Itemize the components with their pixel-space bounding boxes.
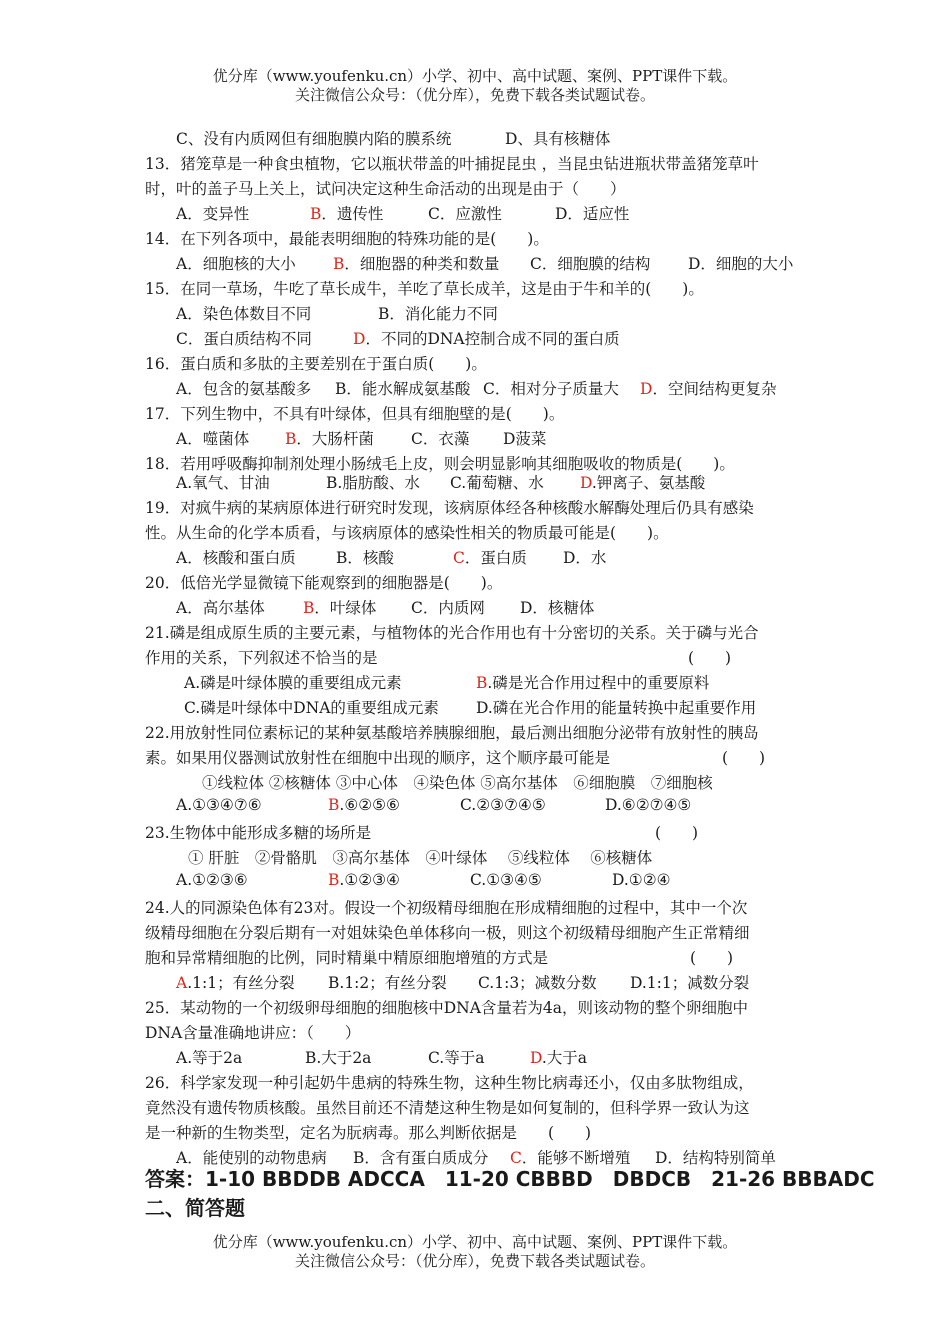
q19-option-c: C．蛋白质 (453, 549, 527, 567)
q16-option-b: B．能水解成氨基酸 (335, 380, 471, 398)
site-header-line-2: 关注微信公众号：（优分库），免费下载各类试题试卷。 (294, 86, 655, 104)
q14-option-c: C．细胞膜的结构 (530, 255, 651, 273)
q13-option-c: C．应激性 (428, 205, 502, 223)
q15-option-d: D．不同的DNA控制合成不同的蛋白质 (353, 330, 620, 348)
q23-option-b: B.①②③④ (328, 871, 400, 889)
q25-option-d: D.大于a (530, 1049, 588, 1067)
q20-option-c: C．内质网 (411, 599, 485, 617)
q20-option-b: B．叶绿体 (303, 599, 377, 617)
q20-option-a: A．高尔基体 (176, 599, 265, 617)
q17-option-a: A．噬菌体 (176, 430, 250, 448)
q19-stem-2: 性。从生命的化学本质看，与该病原体的感染性相关的物质最可能是( )。 (145, 524, 669, 542)
q26-answer-mark: C (510, 1149, 522, 1167)
q13-stem-1: 13．猪笼草是一种食虫植物，它以瓶状带盖的叶捕捉昆虫 ，当昆虫钻进瓶状带盖猪笼草叶 (145, 155, 759, 173)
q22-option-b: B.⑥②⑤⑥ (328, 796, 400, 814)
q13-stem-2: 时，叶的盖子马上关上，试问决定这种生命活动的出现是由于（ ） (145, 180, 626, 198)
q17-option-b: B．大肠杆菌 (285, 430, 374, 448)
q18-option-d: D.钾离子、氨基酸 (580, 474, 706, 492)
q21-answer-mark: B (476, 674, 488, 692)
q12-option-d: D、具有核糖体 (505, 130, 611, 148)
q13-option-d: D．适应性 (555, 205, 630, 223)
q14-option-a: A．细胞核的大小 (176, 255, 296, 273)
q21-stem-1: 21.磷是组成原生质的主要元素，与植物体的光合作用也有十分密切的关系。关于磷与光合 (145, 624, 759, 642)
q14-answer-mark: B (333, 255, 345, 273)
q25-stem-1: 25．某动物的一个初级卵母细胞的细胞核中DNA含量若为4a，则该动物的整个卵细胞中 (145, 999, 749, 1017)
q13-option-a: A．变异性 (176, 205, 250, 223)
q24-stem-3: 胞和异常精细胞的比例，同时精巢中精原细胞增殖的方式是 (145, 949, 549, 967)
q15-stem: 15．在同一草场，牛吃了草长成牛，羊吃了草长成羊，这是由于牛和羊的( )。 (145, 280, 704, 298)
q18-option-a: A.氧气、甘油 (176, 474, 270, 492)
q22-option-a: A.①③④⑦⑥ (176, 796, 262, 814)
q23-answer-paren: ( ) (655, 824, 699, 842)
q26-stem-1: 26．科学家发现一种引起奶牛患病的特殊生物，这种生物比病毒还小，仅由多肽物组成， (145, 1074, 754, 1092)
q24-answer-paren: ( ) (690, 949, 734, 967)
q23-option-d: D.①②④ (612, 871, 671, 889)
q21-stem-2: 作用的关系，下列叙述不恰当的是 (145, 649, 378, 667)
q13-answer-mark: B (310, 205, 322, 223)
site-footer-line-2: 关注微信公众号：（优分库），免费下载各类试题试卷。 (294, 1252, 655, 1270)
q16-option-d: D．空间结构更复杂 (640, 380, 777, 398)
q16-answer-mark: D (640, 380, 653, 398)
q24-answer-mark: A (176, 974, 188, 992)
q19-stem-1: 19．对疯牛病的某病原体进行研究时发现，该病原体经各种核酸水解酶处理后仍具有感染 (145, 499, 754, 517)
q21-option-a: A.磷是叶绿体膜的重要组成元素 (184, 674, 402, 692)
q18-option-b: B.脂肪酸、水 (326, 474, 420, 492)
q15-answer-mark: D (353, 330, 366, 348)
q26-stem-3: 是一种新的生物类型，定名为朊病毒。那么判断依据是 ( ) (145, 1124, 592, 1142)
q16-stem: 16．蛋白质和多肽的主要差别在于蛋白质( )。 (145, 355, 487, 373)
q15-option-c: C．蛋白质结构不同 (176, 330, 312, 348)
q20-stem: 20．低倍光学显微镜下能观察到的细胞器是( )。 (145, 574, 503, 592)
q24-option-b: B.1:2；有丝分裂 (328, 974, 447, 992)
q13-option-b: B．遗传性 (310, 205, 384, 223)
q14-option-b: B．细胞器的种类和数量 (333, 255, 500, 273)
q24-stem-1: 24.人的同源染色体有23对。假设一个初级精母细胞在形成精细胞的过程中，其中一个次 (145, 899, 748, 917)
q24-option-c: C.1:3；减数分数 (478, 974, 597, 992)
q21-option-c: C.磷是叶绿体中DNA的重要组成元素 (184, 699, 439, 717)
q25-option-c: C.等于a (428, 1049, 485, 1067)
q21-option-d: D.磷在光合作用的能量转换中起重要作用 (476, 699, 757, 717)
q25-stem-2: DNA含量准确地讲应：（ ） (145, 1024, 361, 1042)
q22-answer-paren: ( ) (722, 749, 766, 767)
q20-answer-mark: B (303, 599, 315, 617)
q25-option-b: B.大于2a (305, 1049, 372, 1067)
site-footer-line-1: 优分库（www.youfenku.cn）小学、初中、高中试题、案例、PPT课件下载。 (212, 1233, 738, 1251)
q17-option-d: D菠菜 (503, 430, 547, 448)
site-header-line-1: 优分库（www.youfenku.cn）小学、初中、高中试题、案例、PPT课件下载。 (212, 67, 738, 85)
q12-option-c: C、没有内质网但有细胞膜内陷的膜系统 (176, 130, 452, 148)
q17-option-c: C．衣藻 (411, 430, 470, 448)
q21-option-b: B.磷是光合作用过程中的重要原料 (476, 674, 710, 692)
section-heading: 二、简答题 (145, 1196, 245, 1220)
q22-answer-mark: B (328, 796, 340, 814)
q15-option-a: A．染色体数目不同 (176, 305, 312, 323)
q22-stem-2: 素。如果用仪器测试放射性在细胞中出现的顺序，这个顺序最可能是 (145, 749, 611, 767)
q18-option-c: C.葡萄糖、水 (450, 474, 544, 492)
q23-option-c: C.①③④⑤ (470, 871, 542, 889)
q14-option-d: D．细胞的大小 (688, 255, 794, 273)
q22-stem-1: 22.用放射性同位素标记的某种氨基酸培养胰腺细胞，最后测出细胞分泌带有放射性的胰岛 (145, 724, 759, 742)
q15-option-b: B．消化能力不同 (378, 305, 498, 323)
q19-option-a: A．核酸和蛋白质 (176, 549, 296, 567)
q23-answer-mark: B (328, 871, 340, 889)
q16-option-c: C．相对分子质量大 (483, 380, 619, 398)
answer-key: 答案：1-10 BBDDB ADCCA 11-20 CBBBD DBDCB 21-26 BBBADC (145, 1167, 875, 1191)
q19-option-b: B．核酸 (336, 549, 394, 567)
q26-option-c: C．能够不断增殖 (510, 1149, 631, 1167)
q22-option-c: C.②③⑦④⑤ (460, 796, 546, 814)
q17-answer-mark: B (285, 430, 297, 448)
q23-option-a: A.①②③⑥ (176, 871, 248, 889)
q18-answer-mark: D (580, 474, 592, 492)
q23-items: ① 肝脏 ②骨骼肌 ③高尔基体 ④叶绿体 ⑤线粒体 ⑥核糖体 (188, 849, 653, 867)
q24-option-d: D.1:1；减数分裂 (630, 974, 750, 992)
q24-stem-2: 级精母细胞在分裂后期有一对姐妹染色单体移向一极，则这个初级精母细胞产生正常精细 (145, 924, 750, 942)
q24-option-a: A.1:1；有丝分裂 (176, 974, 295, 992)
q20-option-d: D．核糖体 (520, 599, 595, 617)
q26-option-b: B．含有蛋白质成分 (353, 1149, 489, 1167)
q22-items: ①线粒体 ②核糖体 ③中心体 ④染色体 ⑤高尔基体 ⑥细胞膜 ⑦细胞核 (202, 774, 713, 792)
q26-stem-2: 竟然没有遗传物质核酸。虽然目前还不清楚这种生物是如何复制的，但科学界一致认为这 (145, 1099, 750, 1117)
q19-option-d: D．水 (563, 549, 607, 567)
q16-option-a: A．包含的氨基酸多 (176, 380, 312, 398)
q26-option-d: D．结构特别简单 (655, 1149, 776, 1167)
q21-answer-paren: ( ) (688, 649, 732, 667)
q25-answer-mark: D (530, 1049, 542, 1067)
q23-stem: 23.生物体中能形成多糖的场所是 (145, 824, 372, 842)
q14-stem: 14．在下列各项中，最能表明细胞的特殊功能的是( )。 (145, 230, 549, 248)
q25-option-a: A.等于2a (176, 1049, 243, 1067)
q17-stem: 17．下列生物中，不具有叶绿体，但具有细胞壁的是( )。 (145, 405, 565, 423)
q26-option-a: A．能使别的动物患病 (176, 1149, 327, 1167)
q18-stem: 18．若用呼吸酶抑制剂处理小肠绒毛上皮，则会明显影响其细胞吸收的物质是( )。 (145, 455, 735, 473)
q19-answer-mark: C (453, 549, 465, 567)
q22-option-d: D.⑥②⑦④⑤ (605, 796, 692, 814)
